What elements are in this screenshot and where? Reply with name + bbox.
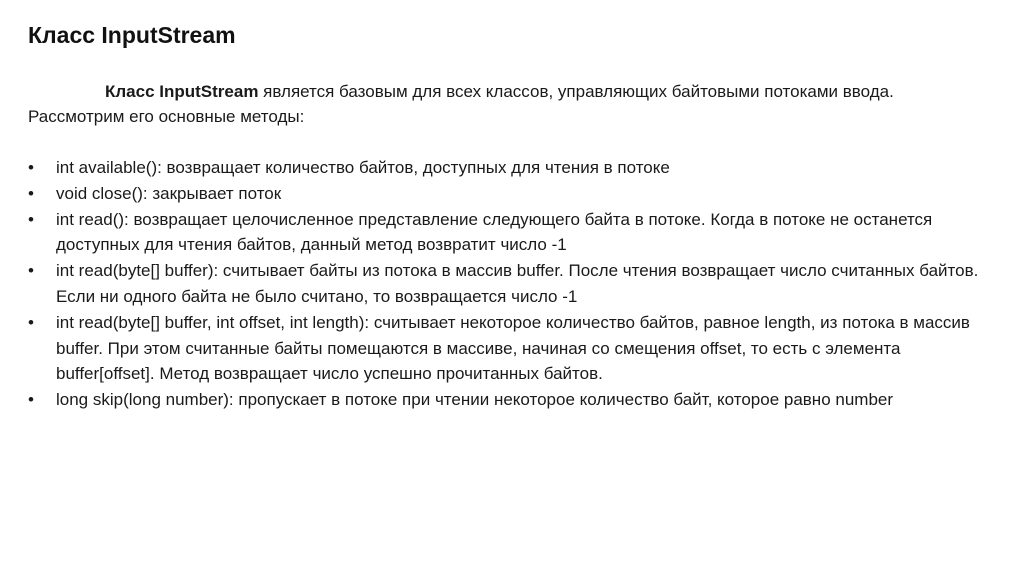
bullet-icon: • <box>28 312 34 332</box>
list-item <box>28 207 988 259</box>
list-item-text: int read(byte[] buffer, int offset, int length): считывает некоторое количество байтов, равное length, из потока в массив buffer. При этом считанные байты помещаются в массиве, начиная со смещения offset, то есть с элемента buffer[offset]. Метод возвращает число успешно прочитанных байтов. <box>56 312 970 384</box>
intro-paragraph <box>28 79 988 129</box>
list-item <box>28 155 988 181</box>
bullet-icon: • <box>28 183 34 203</box>
intro-bold-term: Класс InputStream <box>105 82 259 101</box>
bullet-icon: • <box>28 158 34 177</box>
bullet-icon: • <box>28 209 34 229</box>
list-item <box>28 310 988 387</box>
bullet-icon: • <box>28 390 34 410</box>
slide-title: Класс InputStream <box>28 22 236 48</box>
list-item-text: void close(): закрывает поток <box>56 183 282 203</box>
list-item <box>28 387 988 413</box>
list-item <box>28 181 988 207</box>
intro-text: является базовым для всех классов, управляющих байтовыми потоками ввода. Рассмотрим его основные методы: <box>28 82 894 126</box>
bullet-icon: • <box>28 261 34 281</box>
list-item-text: int read(): возвращает целочисленное представление следующего байта в потоке. Когда в потоке не останется доступных для чтения байтов, данный метод возвратит число -1 <box>56 209 933 255</box>
list-item-text: int read(byte[] buffer): считывает байты из потока в массив buffer. После чтения возвращает число считанных байтов. Если ни одного байта не было считано, то возвращается число -1 <box>56 261 979 306</box>
list-item-text: int available(): возвращает количество байтов, доступных для чтения в потоке <box>56 158 670 177</box>
methods-list <box>28 155 988 413</box>
list-item-text: long skip(long number): пропускает в потоке при чтении некоторое количество байт, которое равно number <box>56 390 894 410</box>
list-item <box>28 258 988 310</box>
